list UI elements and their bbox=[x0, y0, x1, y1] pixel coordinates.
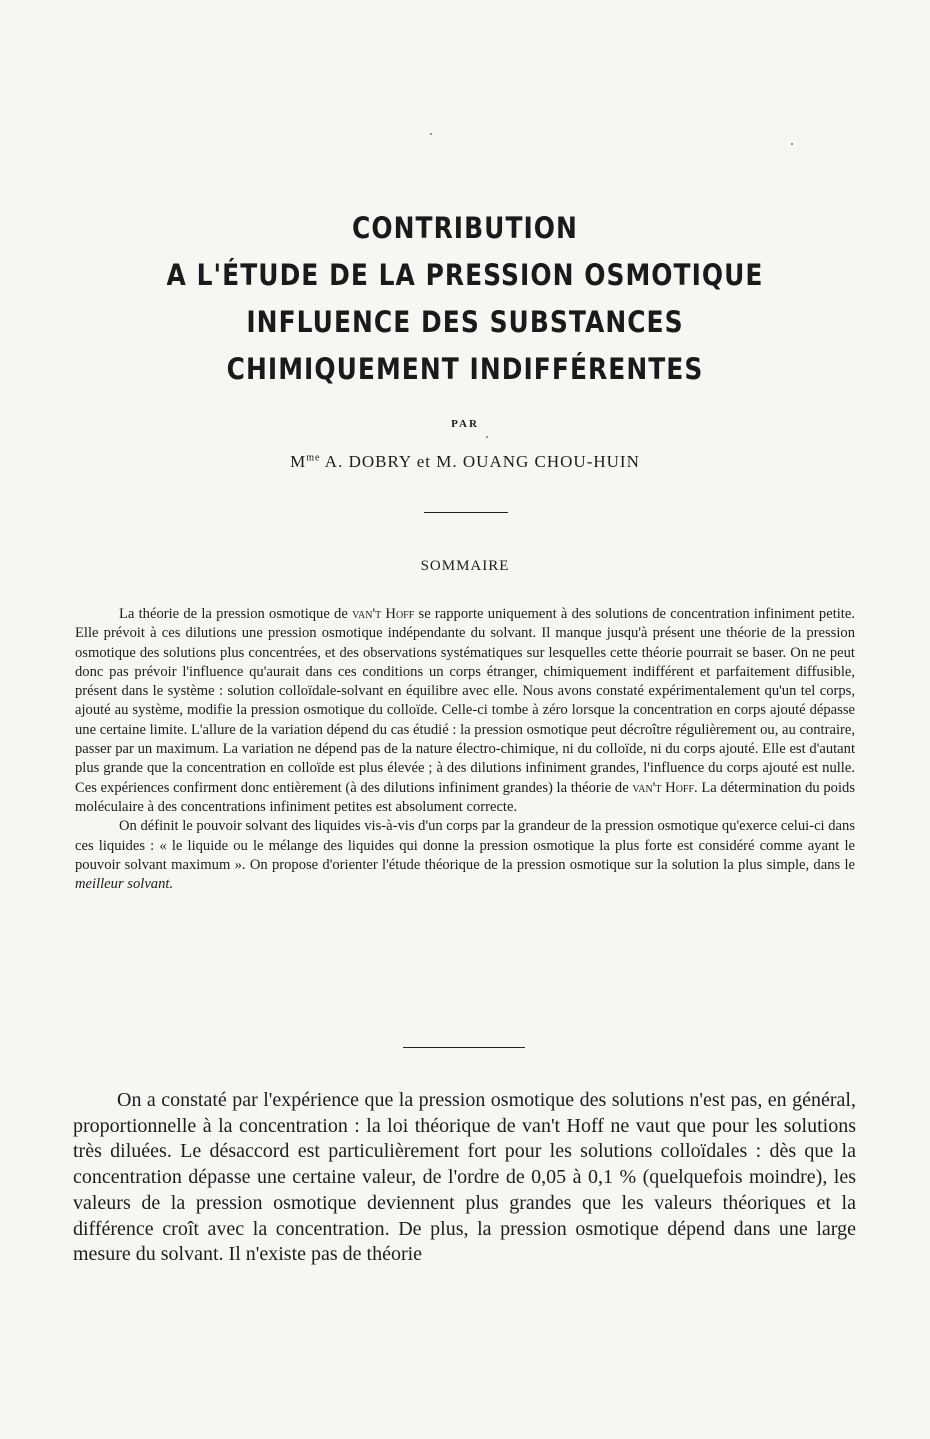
summary-text bbox=[75, 605, 855, 894]
body-paragraph: On a constaté par l'expérience que la pression osmotique des solutions n'est pas, en général, proportionnelle à la concentration : la loi théorique de van't Hoff ne vaut que pour les solutions très diluées. Le désaccord est particulièrement fort pour les solutions colloïdales : dès que la concentration dépasse une certaine valeur, de l'ordre de 0,05 à 0,1 % (quelquefois moindre), les valeurs de la pression osmotique deviennent plus grandes que les valeurs théoriques et la différence croît avec la concentration. De plus, la pression osmotique dépend dans une large mesure du solvant. Il n'existe pas de théorie bbox=[73, 1089, 856, 1266]
summary-paragraph bbox=[75, 817, 855, 894]
summary-text-span: se rapporte uniquement à des solutions de concentration infiniment petite. Elle prévoit à ces dilutions une pression osmotique indépendante du solvant. Il manque jusqu'à présent une théorie de la pression osmotique des solutions plus concentrées, et des observations systématiques sur lesquelles cette théorie pourrait se baser. On ne peut donc pas prévoir l'influence qu'aurait dans ces conditions un corps étranger, chimiquement indifférent et parfaitement diffusible, présent dans le système : solution colloïdale-solvant en équilibre avec elle. Nous avons constaté expérimentalement qu'un tel corps, ajouté au système, modifie la pression osmotique du colloïde. Celle-ci tombe à zéro lorsque la concentration en corps ajouté dépasse une certaine limite. L'allure de la variation dépend du cas étudié : la pression osmotique peut décroître régulièrement ou, au contraire, passer par un maximum. La variation ne dépend pas de la nature électro-chimique, ni du colloïde, ni du corps ajouté. Elle est d'autant plus grande que la concentration en colloïde est plus élevée ; à des dilutions infiniment grandes, l'influence du corps ajouté est nulle. Ces expériences confirment donc entièrement (à des dilutions infiniment grandes) la théorie de bbox=[75, 606, 855, 796]
divider-rule bbox=[403, 1047, 525, 1048]
authors-names: A. DOBRY et M. OUANG CHOU-HUIN bbox=[320, 452, 640, 471]
summary-text-span: La théorie de la pression osmotique de bbox=[119, 606, 353, 622]
body-text bbox=[73, 1088, 856, 1268]
author-name-smallcaps: van't Hoff bbox=[352, 606, 415, 622]
article-title bbox=[100, 205, 830, 393]
summary-heading: SOMMAIRE bbox=[420, 558, 510, 574]
scan-speck bbox=[430, 133, 432, 135]
by-label: PAR bbox=[451, 418, 479, 430]
authors-prefix: M bbox=[290, 452, 307, 471]
summary-text-span: On définit le pouvoir solvant des liquides vis-à-vis d'un corps par la grandeur de la pression osmotique qu'exerce celui-ci dans ces liquides : « le liquide ou le mélange des liquides qui donne la pression osmotique la plus forte est considéré comme ayant le pouvoir solvant maximum ». On propose d'orienter l'étude théorique de la pression osmotique sur la solution la plus simple, dans le bbox=[75, 818, 855, 873]
summary-text-span: . La détermination du poids moléculaire à des concentrations infiniment petites est absolument correcte. bbox=[75, 779, 855, 815]
author-name-smallcaps: van't Hoff bbox=[632, 779, 695, 796]
title-line: CHIMIQUEMENT INDIFFÉRENTES bbox=[226, 352, 704, 386]
summary-italic-span: meilleur solvant. bbox=[75, 876, 174, 893]
divider-rule bbox=[424, 512, 508, 513]
authors-sup: me bbox=[306, 452, 321, 464]
summary-paragraph bbox=[75, 605, 855, 817]
title-line: INFLUENCE DES SUBSTANCES bbox=[246, 305, 684, 339]
scan-speck bbox=[486, 436, 488, 438]
title-line: A L'ÉTUDE DE LA PRESSION OSMOTIQUE bbox=[166, 258, 764, 292]
authors-line bbox=[0, 452, 930, 472]
title-line: CONTRIBUTION bbox=[352, 211, 578, 245]
scan-speck bbox=[791, 143, 793, 145]
